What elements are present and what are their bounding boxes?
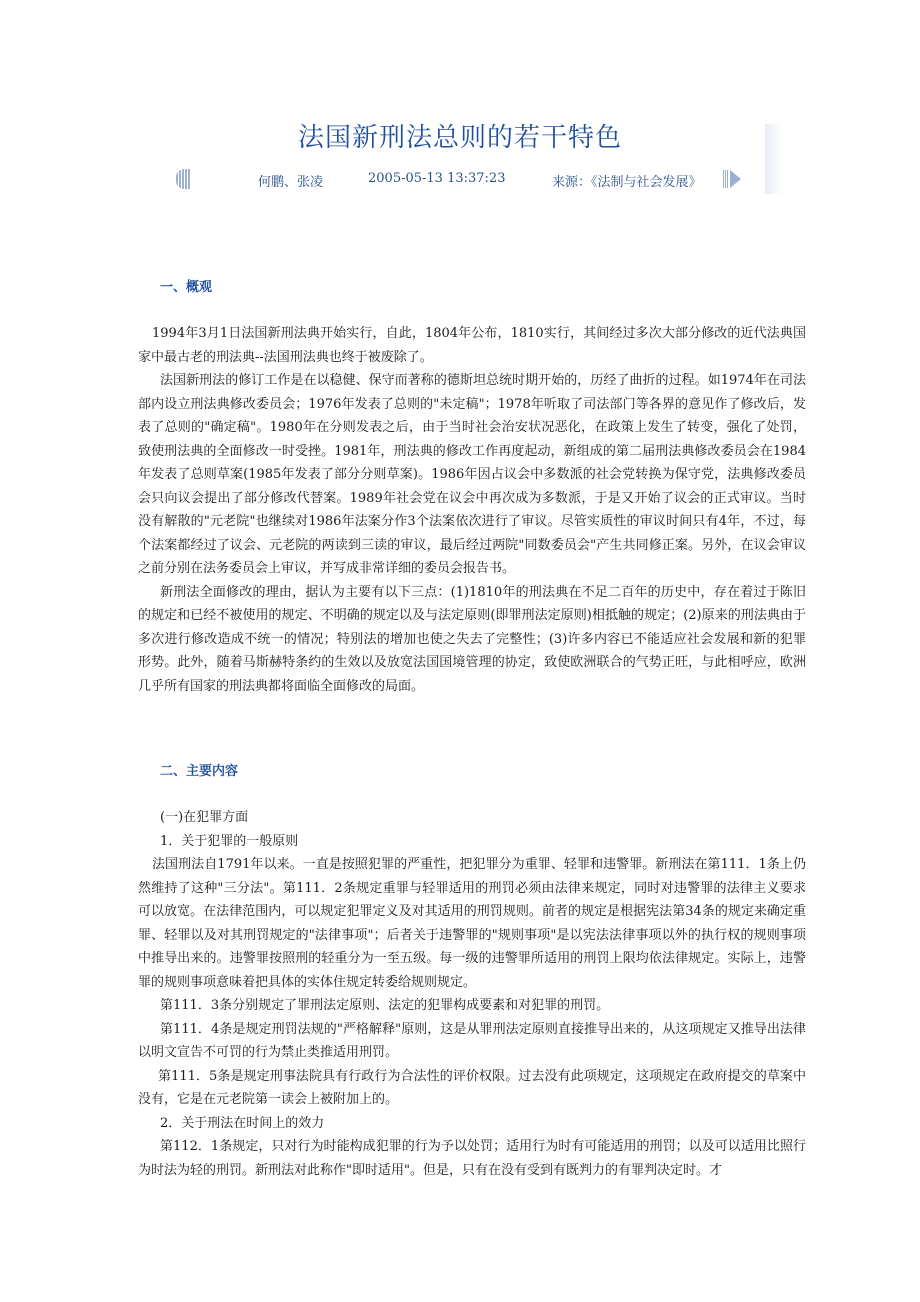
section-heading-overview: 一、概观 xyxy=(160,280,213,295)
paragraph: 第111．3条分别规定了罪刑法定原则、法定的犯罪构成要素和对犯罪的刑罚。 xyxy=(160,998,610,1013)
paragraph: 法国刑法自1791年以来。一直是按照犯罪的严重性，把犯罪分为重罪、轻罪和违警罪。新刑法在第111．1条上仍然维持了这种"三分法"。第111．2条规定重罪与轻罪适用的刑罚必须由法律来规定，同时对违警罪的法律主义要求可以放宽。在法律范围内，可以规定犯罪定义及对其适用的刑罚规则。前者的规定是根据宪法第34条的规定来确定重罪、轻罪以及对其刑罚规定的"法律事项"；后者关于违警罪的"规则事项"是以宪法法律事项以外的执行权的规则事项中推导出来的。违警罪按照刑的轻重分为一至五级。每一级的违警罪所适用的刑罚上限均依法律规定。实际上，违警罪的规则事项意味着把具体的实体住规定转委给规则规定。 xyxy=(138,857,806,990)
article-date: 2005-05-13 13:37:23 xyxy=(368,171,506,186)
section-main-content-body xyxy=(138,806,806,1182)
paragraph: 法国新刑法的修订工作是在以稳健、保守而著称的德斯坦总统时期开始的，历经了曲折的过程。如1974年在司法部内设立刑法典修改委员会；1976年发表了总则的"未定稿"；1978年听取了司法部门等各界的意见作了修改后，发表了总则的"确定稿"。1980年在分则发表之后，由于当时社会治安状况恶化，在政策上发生了转变，强化了处罚，致使刑法典的全面修改一时受挫。1981年，刑法典的修改工作再度起动，新组成的第二届刑法典修改委员会在1984年发表了总则草案(1985年发表了部分分则草案)。1986年因占议会中多数派的社会党转换为保守党，法典修改委员会只向议会提出了部分修改代替案。1989年社会党在议会中再次成为多数派，于是又开始了议会的正式审议。当时没有解散的"元老院"也继续对1986年法案分作3个法案依次进行了审议。尽管实质性的审议时间只有4年，不过，每个法案都经过了议会、元老院的两读到三读的审议，最后经过两院"同数委员会"产生共同修正案。另外，在议会审议之前分别在法务委员会上审议，并写成非常详细的委员会报告书。 xyxy=(138,373,806,576)
paragraph: 第112．1条规定，只对行为时能构成犯罪的行为予以处罚；适用行为时有可能适用的刑罚；以及可以适用比照行为时法为轻的刑罚。新刑法对此称作"即时适用"。但是，只有在没有受到有既判力的有罪判决定时。才 xyxy=(138,1139,806,1178)
right-arrow-icon xyxy=(730,170,741,188)
paragraph: 第111．5条是规定刑事法院具有行政行为合法性的评价权限。过去没有此项规定，这项规定在政府提交的草案中没有，它是在元老院第一读会上被附加上的。 xyxy=(138,1068,806,1107)
paragraph: 1994年3月1日法国新刑法典开始实行，自此，1804年公布，1810实行，其间经过多次大部分修改的近代法典国家中最古老的刑法典--法国刑法典也终于被废除了。 xyxy=(138,326,806,365)
article-title: 法国新刑法总则的若干特色 xyxy=(297,123,622,153)
section-heading-main-content: 二、主要内容 xyxy=(160,764,239,779)
right-ornament-bar-icon xyxy=(723,170,728,188)
article-author: 何鹏、张凌 xyxy=(258,175,324,190)
article-meta-bar xyxy=(170,164,750,194)
section-overview-body xyxy=(138,322,806,698)
left-ornament-icon xyxy=(176,169,190,189)
subheading: (一)在犯罪方面 xyxy=(160,810,249,825)
item-heading: 2．关于刑法在时间上的效力 xyxy=(160,1115,325,1131)
item-heading: 1．关于犯罪的一般原则 xyxy=(160,833,299,849)
article-source: 来源：《法制与社会发展》 xyxy=(552,175,702,190)
paragraph: 第111．4条是规定刑罚法规的"严格解释"原则，这是从罪刑法定原则直接推导出来的，从这项规定又推导出法律以明文宣告不可罚的行为禁止类推适用刑罚。 xyxy=(138,1021,806,1060)
side-decoration xyxy=(765,124,782,194)
paragraph: 新刑法全面修改的理由，据认为主要有以下三点：(1)1810年的刑法典在不足二百年的历史中，存在着过于陈旧的规定和已经不被使用的规定、不明确的规定以及与法定原则(即罪刑法定原则)相抵触的规定；(2)原来的刑法典由于多次进行修改造成不统一的情况；特别法的增加也使之失去了完整性；(3)许多内容已不能适应社会发展和新的犯罪形势。此外，随着马斯赫特条约的生效以及放宽法国国境管理的协定，致使欧洲联合的气势正旺，与此相呼应，欧洲几乎所有国家的刑法典都将面临全面修改的局面。 xyxy=(138,584,806,694)
